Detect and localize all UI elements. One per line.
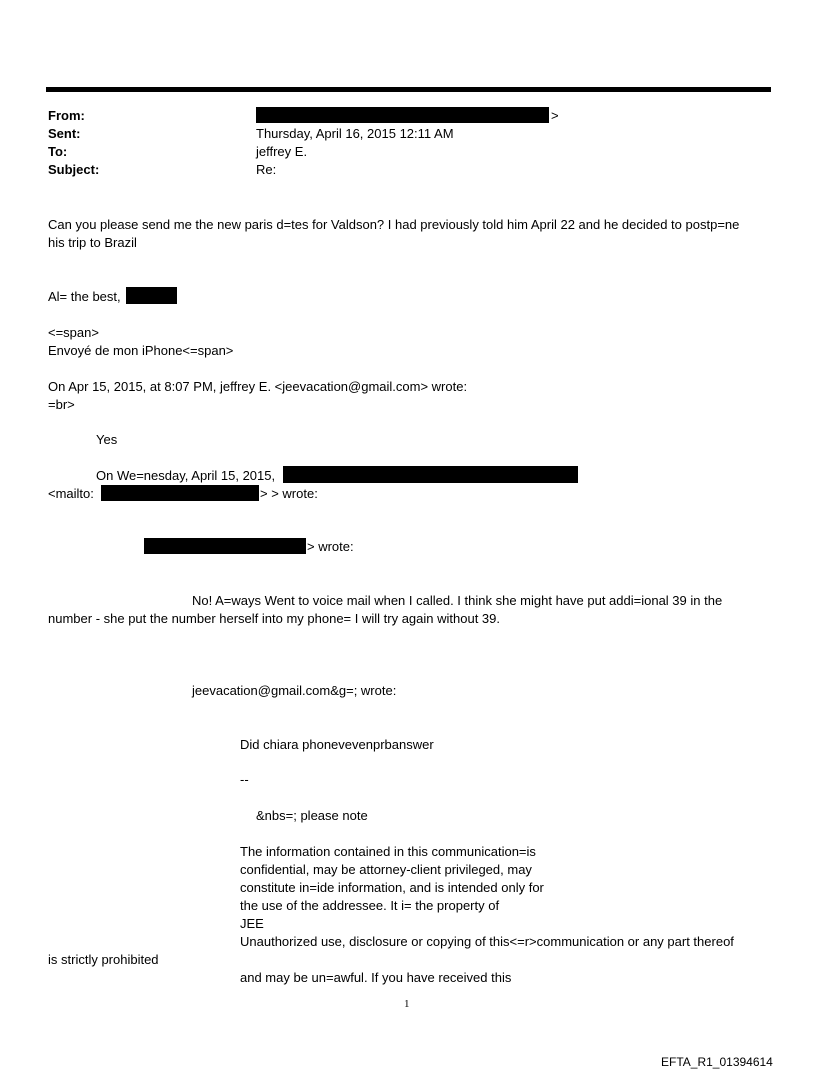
- subject-value: Re:: [256, 162, 277, 177]
- to-label: To:: [48, 144, 68, 159]
- redaction-sender: [283, 466, 578, 483]
- dashes: --: [240, 772, 249, 787]
- body-line-2: his trip to Brazil: [48, 235, 137, 250]
- br-tag: =br>: [48, 397, 75, 412]
- mailto-text: <mailto:: [48, 486, 94, 501]
- info-line-1: The information contained in this communication=is: [240, 844, 536, 859]
- redaction-from: [256, 107, 549, 123]
- info-line-2: confidential, may be attorney-client privileged, may: [240, 862, 532, 877]
- wrote-2: > wrote:: [307, 539, 354, 554]
- jee-wrote: jeevacation@gmail.com&g=; wrote:: [192, 683, 397, 698]
- info-line-5: JEE: [240, 916, 264, 931]
- to-value: jeffrey E.: [256, 144, 308, 159]
- sent-from: Envoyé de mon iPhone<=span>: [48, 343, 234, 358]
- info-line-6: Unauthorized use, disclosure or copying of this<=r>communication or any part thereof: [240, 934, 734, 949]
- quote-header: On Apr 15, 2015, at 8:07 PM, jeffrey E. <jeevacation@gmail.com> wrote:: [48, 379, 468, 394]
- body-line-1: Can you please send me the new paris d=tes for Valdson? I had previously told him April 22 and he decided to postp=ne: [48, 217, 740, 232]
- info-line-8: and may be un=awful. If you have received this: [240, 970, 512, 985]
- please-note: &nbs=; please note: [256, 808, 368, 823]
- info-line-3: constitute in=ide information, and is intended only for: [240, 880, 544, 895]
- sent-value: Thursday, April 16, 2015 12:11 AM: [256, 126, 454, 141]
- yes-text: Yes: [96, 432, 118, 447]
- header-rule: [46, 87, 771, 92]
- from-suffix: >: [551, 108, 559, 123]
- no-line-2: number - she put the number herself into my phone= I will try again without 39.: [48, 611, 500, 626]
- span-open: <=span>: [48, 325, 99, 340]
- signoff: Al= the best,: [48, 289, 121, 304]
- page-number: 1: [404, 998, 410, 1010]
- redaction-email-2: [144, 538, 306, 554]
- info-line-7: is strictly prohibited: [48, 952, 159, 967]
- subject-label: Subject:: [48, 162, 100, 177]
- redaction-signature: [126, 287, 177, 304]
- footer-id: EFTA_R1_01394614: [661, 1055, 773, 1069]
- sent-label: Sent:: [48, 126, 81, 141]
- info-line-4: the use of the addressee. It i= the property of: [240, 898, 500, 913]
- no-line-1: No! A=ways Went to voice mail when I called. I think she might have put addi=ional 39 in the: [192, 593, 723, 608]
- mailto-wrote: > > wrote:: [260, 486, 318, 501]
- on-wednesday: On We=nesday, April 15, 2015,: [96, 468, 276, 483]
- did-chiara: Did chiara phonevevenprbanswer: [240, 737, 434, 752]
- redaction-mailto: [101, 485, 259, 501]
- from-label: From:: [48, 108, 85, 123]
